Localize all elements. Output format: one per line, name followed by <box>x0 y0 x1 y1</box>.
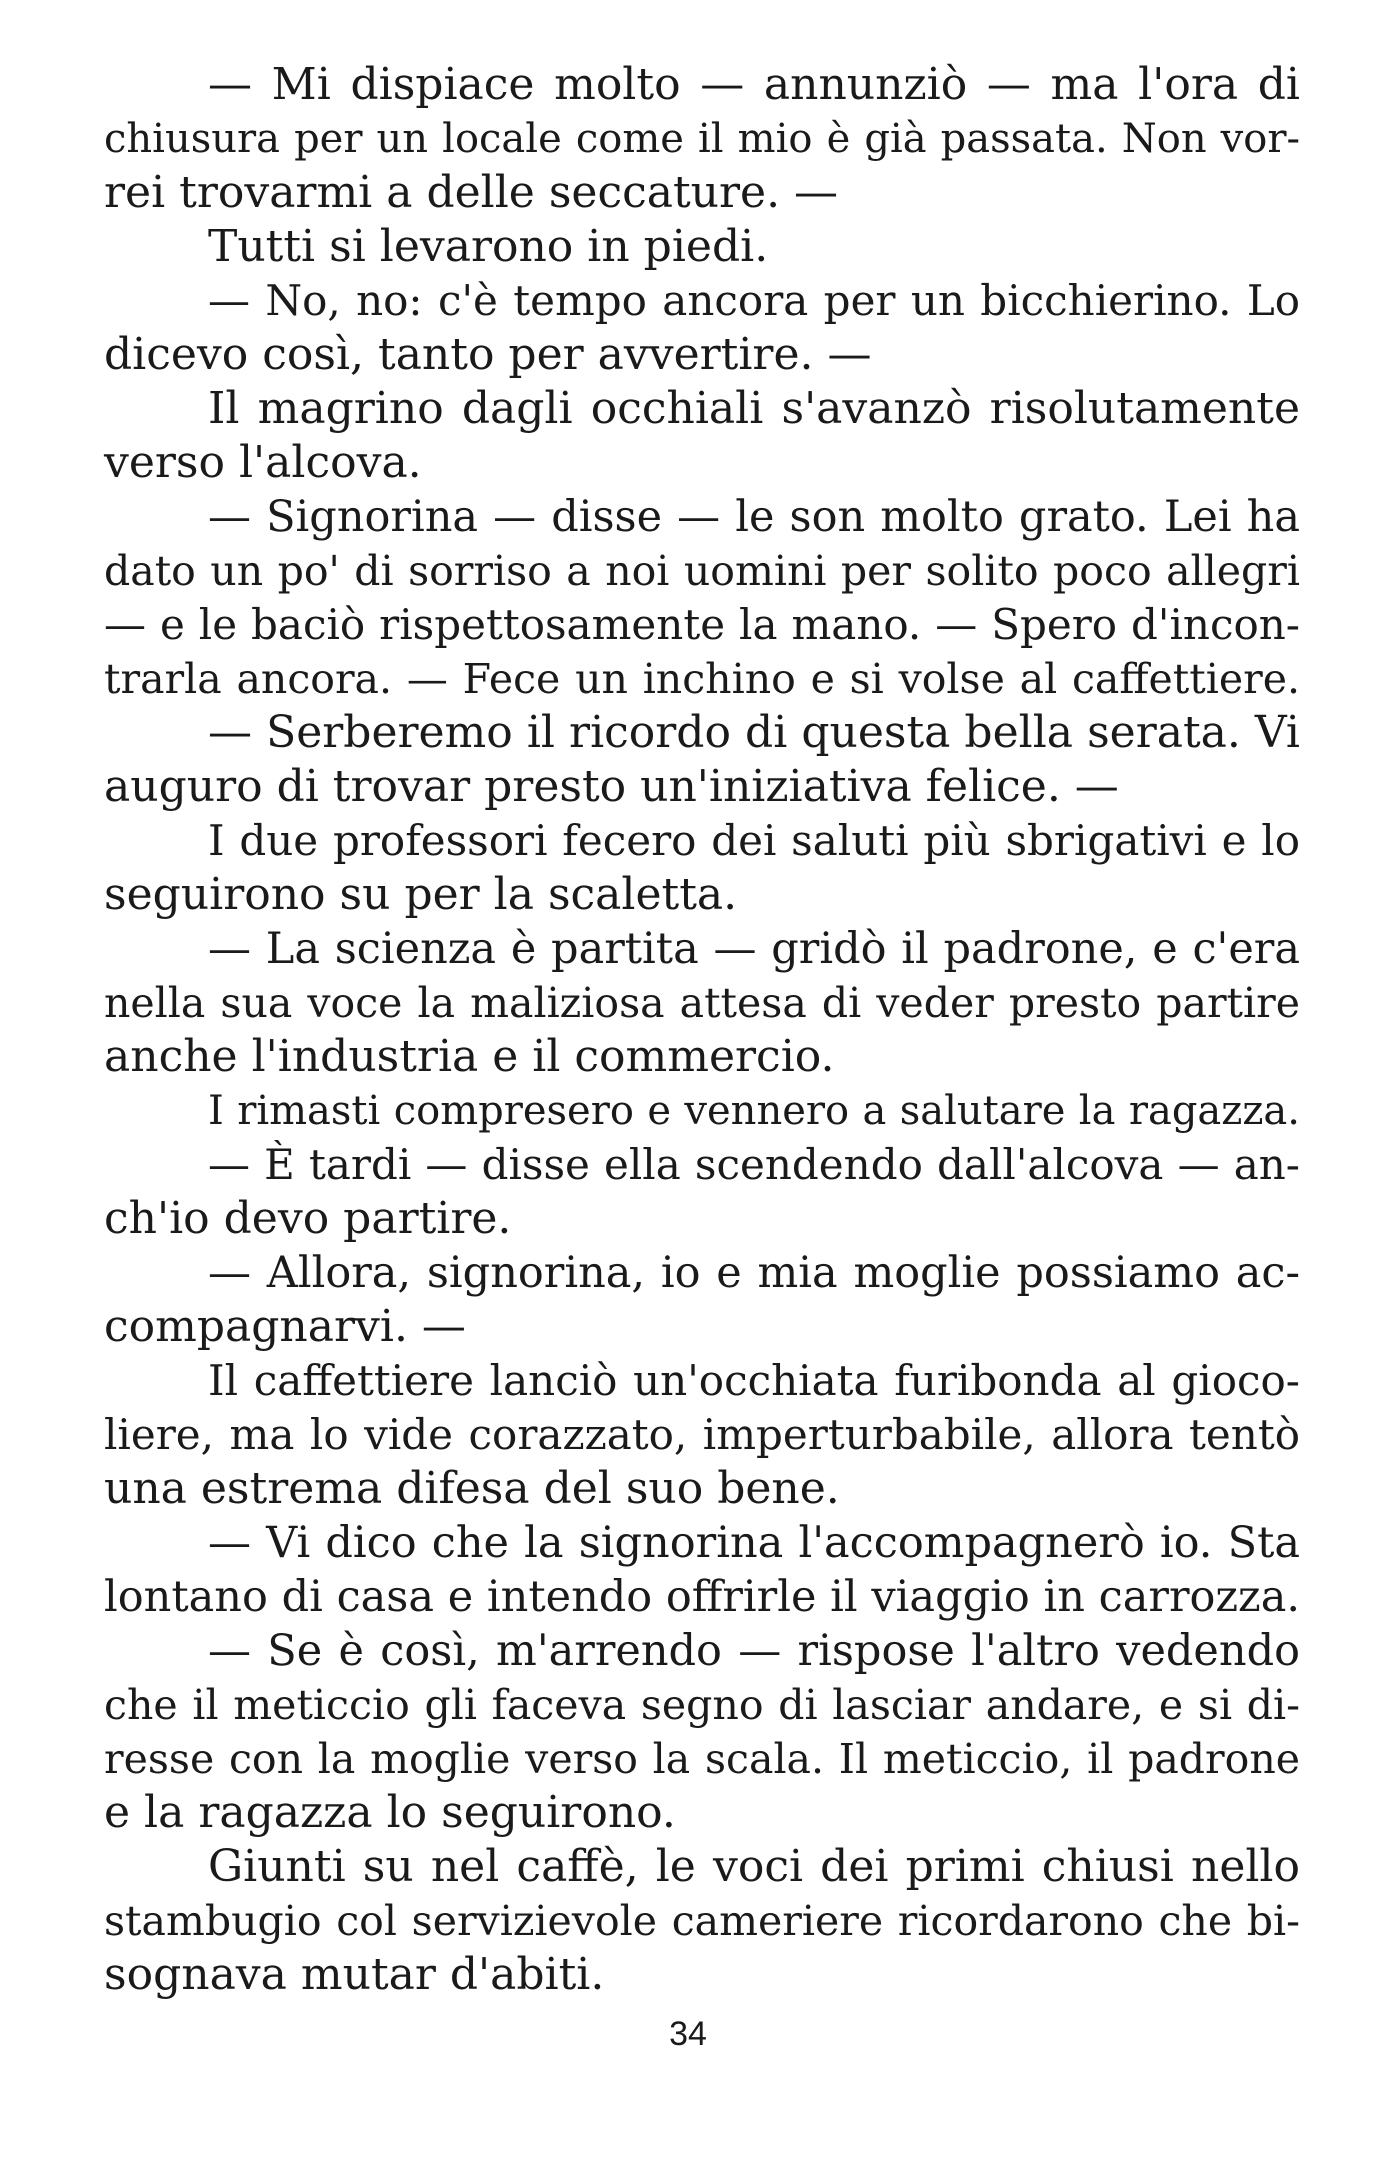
text-line: e la ragazza lo seguirono. <box>104 1787 676 1838</box>
text-line: nella sua voce la maliziosa attesa di veder presto partire <box>104 979 1300 1027</box>
text-line: Giunti su nel caffè, le voci dei primi chiusi nello <box>208 1841 1300 1892</box>
text-line: — Vi dico che la signorina l'accompagnerò io. Sta <box>208 1518 1300 1568</box>
text-line: sognava mutar d'abiti. <box>104 1949 605 2000</box>
text-line: ch'io devo partire. <box>104 1193 512 1244</box>
text-line: — È tardi — disse ella scendendo dall'alcova — an- <box>208 1140 1300 1189</box>
text-line: anche l'industria e il commercio. <box>104 1031 835 1082</box>
text-line: — e le baciò rispettosamente la mano. — Spero d'incon- <box>104 600 1300 649</box>
text-line: — Se è così, m'arrendo — rispose l'altro vedendo <box>208 1626 1300 1676</box>
page-number: 34 <box>669 2015 707 2053</box>
text-line: Il caffettiere lanciò un'occhiata furibonda al gioco- <box>208 1356 1300 1405</box>
text-line: — La scienza è partita — gridò il padrone, e c'era <box>208 924 1300 974</box>
text-line: — No, no: c'è tempo ancora per un bicchierino. Lo <box>208 276 1300 325</box>
text-line: — Signorina — disse — le son molto grato. Lei ha <box>208 492 1300 542</box>
text-line: compagnarvi. — <box>104 1301 466 1352</box>
text-line: — Mi dispiace molto — annunziò — ma l'ora di <box>208 59 1300 110</box>
text-line: dicevo così, tanto per avvertire. — <box>104 329 872 380</box>
body-text <box>104 58 1300 2002</box>
text-line: resse con la moglie verso la scala. Il meticcio, il padrone <box>104 1735 1300 1783</box>
text-line: chiusura per un locale come il mio è già passata. Non vor- <box>104 116 1300 162</box>
text-line: liere, ma lo vide corazzato, imperturbabile, allora tentò <box>104 1410 1300 1459</box>
text-line: I rimasti compresero e vennero a salutare la ragazza. <box>208 1088 1300 1134</box>
text-line: seguirono su per la scaletta. <box>104 869 738 920</box>
text-line: dato un po' di sorriso a noi uomini per solito poco allegri <box>104 547 1300 595</box>
text-line: I due professori fecero dei saluti più sbrigativi e lo <box>208 816 1300 865</box>
text-line: stambugio col servizievole cameriere ricordarono che bi- <box>104 1897 1300 1945</box>
text-line: che il meticcio gli faceva segno di lasciar andare, e si di- <box>104 1681 1300 1729</box>
text-line: lontano di casa e intendo offrirle il viaggio in carrozza. <box>104 1572 1300 1622</box>
text-line: verso l'alcova. <box>104 437 422 488</box>
text-line: una estrema difesa del suo bene. <box>104 1463 840 1514</box>
text-line: — Allora, signorina, io e mia moglie possiamo ac- <box>208 1248 1300 1298</box>
text-line: rei trovarmi a delle seccature. — <box>104 167 839 218</box>
text-line: trarla ancora. — Fece un inchino e si volse al caffettiere. <box>104 655 1300 703</box>
text-line: auguro di trovar presto un'iniziativa felice. — <box>104 761 1119 812</box>
text-line: Il magrino dagli occhiali s'avanzò risolutamente <box>208 383 1300 434</box>
text-line: Tutti si levarono in piedi. <box>208 221 769 272</box>
text-line: — Serberemo il ricordo di questa bella serata. Vi <box>208 707 1300 758</box>
